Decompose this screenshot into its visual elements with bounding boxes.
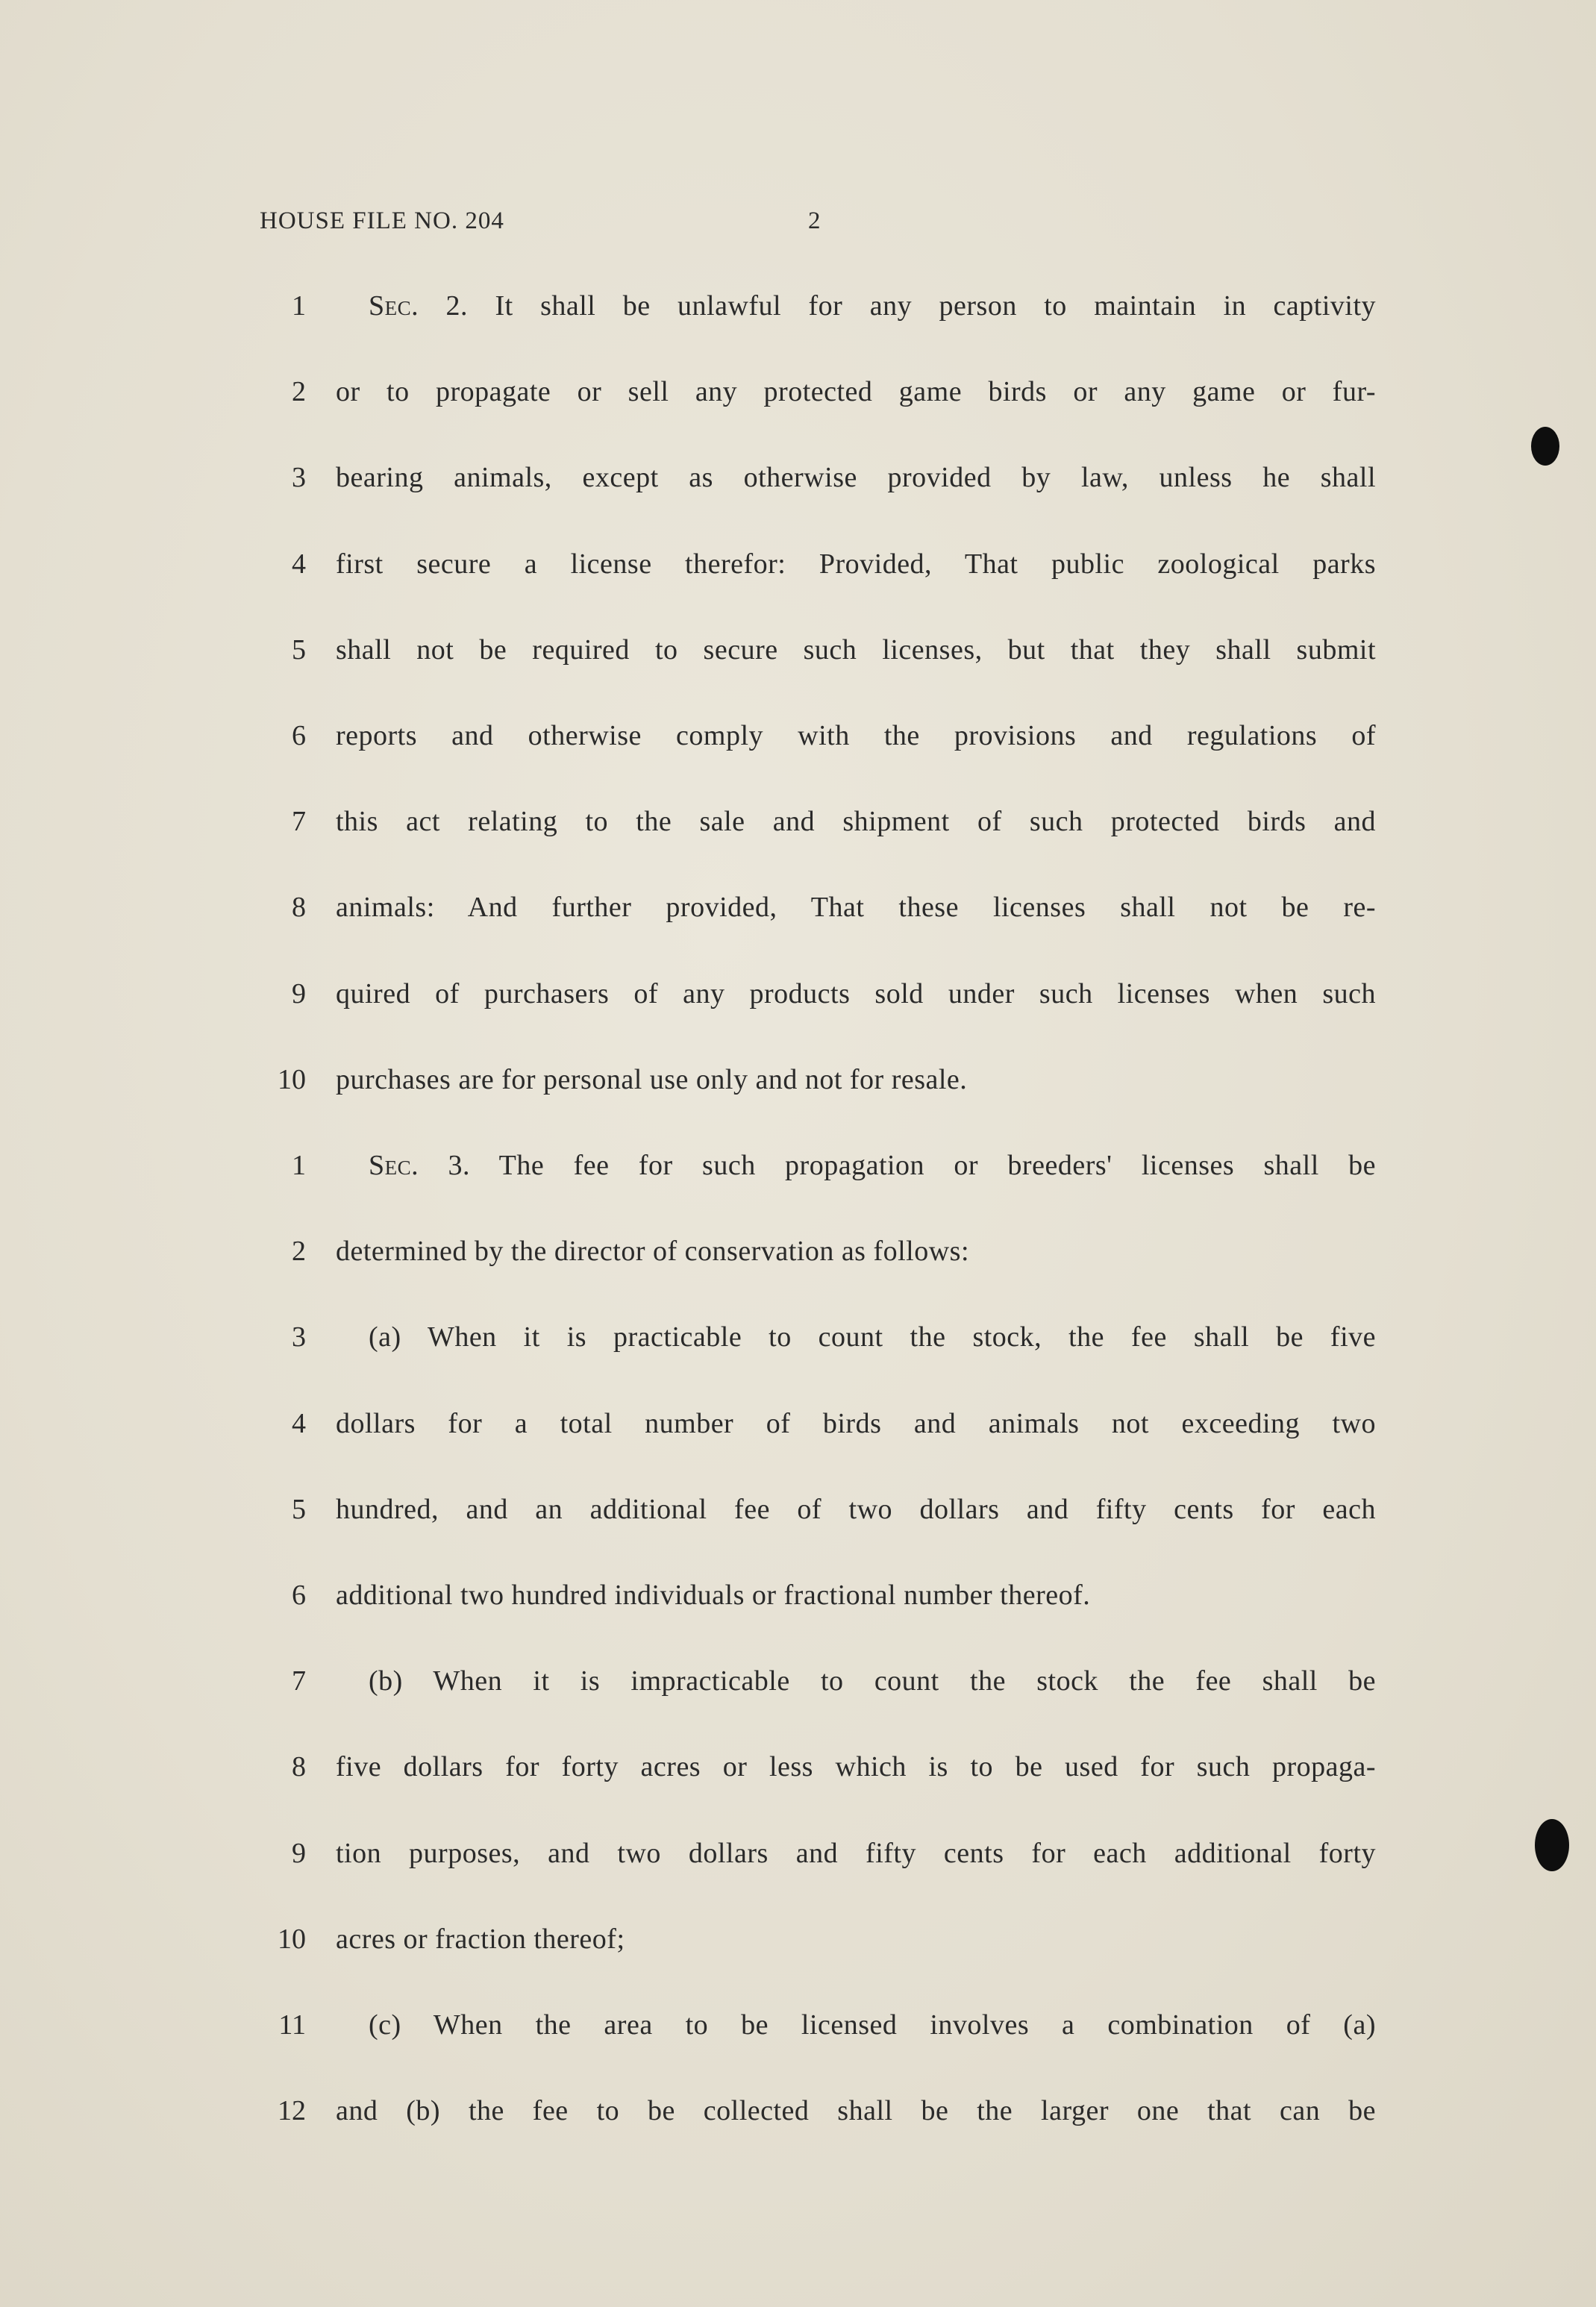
text-line xyxy=(246,2003,1380,2047)
text-line xyxy=(246,1917,1380,1962)
text-line xyxy=(246,1487,1380,1532)
text-line xyxy=(246,713,1380,758)
text-line xyxy=(246,1659,1380,1703)
line-number: 8 xyxy=(292,1751,306,1783)
line-number: 2 xyxy=(292,376,306,408)
text-line xyxy=(246,1229,1380,1274)
line-number: 4 xyxy=(292,1407,306,1439)
line-number: 10 xyxy=(278,1923,306,1955)
line-number: 7 xyxy=(292,1665,306,1697)
text-line xyxy=(246,542,1380,586)
line-text: hundred, and an additional fee of two dollars and fifty cents for each xyxy=(336,1493,1376,1525)
line-text: shall not be required to secure such licenses, but that they shall submit xyxy=(336,633,1376,666)
punch-hole-top xyxy=(1531,427,1559,466)
text-line xyxy=(246,1744,1380,1789)
line-text: reports and otherwise comply with the provisions and regulations of xyxy=(336,720,1376,751)
line-text: first secure a license therefor: Provided, That public zoological parks xyxy=(336,548,1376,580)
line-text: additional two hundred individuals or fractional number thereof. xyxy=(336,1580,1091,1611)
page-header xyxy=(260,207,1379,245)
text-line xyxy=(246,1315,1380,1359)
punch-hole-bottom xyxy=(1535,1819,1569,1871)
line-number: 1 xyxy=(292,1150,306,1181)
text-line xyxy=(246,1573,1380,1618)
line-text: purchases are for personal use only and not for resale. xyxy=(336,1063,968,1095)
text-line xyxy=(246,2088,1380,2133)
page-number: 2 xyxy=(808,207,822,234)
text-line xyxy=(246,1401,1380,1446)
line-text: tion purposes, and two dollars and fifty cents for each additional forty xyxy=(336,1837,1376,1869)
text-line xyxy=(246,799,1380,844)
line-number: 6 xyxy=(292,720,306,751)
line-number: 5 xyxy=(292,633,306,666)
line-number: 7 xyxy=(292,806,306,838)
line-text: acres or fraction thereof; xyxy=(336,1923,625,1955)
line-number: 3 xyxy=(292,1321,306,1353)
text-line xyxy=(246,971,1380,1016)
line-number: 10 xyxy=(278,1063,306,1095)
line-number: 5 xyxy=(292,1493,306,1525)
line-text: and (b) the fee to be collected shall be the larger one that can be xyxy=(336,2095,1376,2127)
line-number: 9 xyxy=(292,1837,306,1869)
text-line xyxy=(246,1143,1380,1188)
line-number: 3 xyxy=(292,462,306,494)
line-text: Sec. 2. It shall be unlawful for any person to maintain in captivity xyxy=(369,290,1376,322)
line-text: (b) When it is impracticable to count the stock the fee shall be xyxy=(369,1665,1376,1697)
line-text: or to propagate or sell any protected game birds or any game or fur- xyxy=(336,376,1376,408)
line-number: 11 xyxy=(278,2009,306,2041)
text-line xyxy=(246,1057,1380,1102)
text-line xyxy=(246,369,1380,414)
line-text: five dollars for forty acres or less which is to be used for such propaga- xyxy=(336,1751,1376,1783)
line-number: 6 xyxy=(292,1580,306,1611)
line-text: (a) When it is practicable to count the stock, the fee shall be five xyxy=(369,1321,1376,1353)
line-text: determined by the director of conservation as follows: xyxy=(336,1236,970,1268)
line-number: 9 xyxy=(292,977,306,1009)
line-text: bearing animals, except as otherwise provided by law, unless he shall xyxy=(336,462,1376,494)
text-line xyxy=(246,284,1380,328)
line-text: Sec. 3. The fee for such propagation or breeders' licenses shall be xyxy=(369,1150,1376,1181)
line-text: quired of purchasers of any products sold under such licenses when such xyxy=(336,977,1376,1009)
bill-title: HOUSE FILE NO. 204 xyxy=(260,207,504,234)
line-number: 4 xyxy=(292,548,306,580)
line-number: 8 xyxy=(292,892,306,924)
line-text: this act relating to the sale and shipment of such protected birds and xyxy=(336,806,1376,838)
line-number: 2 xyxy=(292,1236,306,1268)
line-text: (c) When the area to be licensed involves a combination of (a) xyxy=(369,2009,1376,2041)
line-text: dollars for a total number of birds and animals not exceeding two xyxy=(336,1407,1376,1439)
text-line xyxy=(246,627,1380,672)
line-number: 1 xyxy=(292,290,306,322)
text-line xyxy=(246,1831,1380,1876)
text-line xyxy=(246,885,1380,930)
line-text: animals: And further provided, That these licenses shall not be re- xyxy=(336,892,1376,924)
text-line xyxy=(246,455,1380,500)
line-number: 12 xyxy=(278,2095,306,2127)
